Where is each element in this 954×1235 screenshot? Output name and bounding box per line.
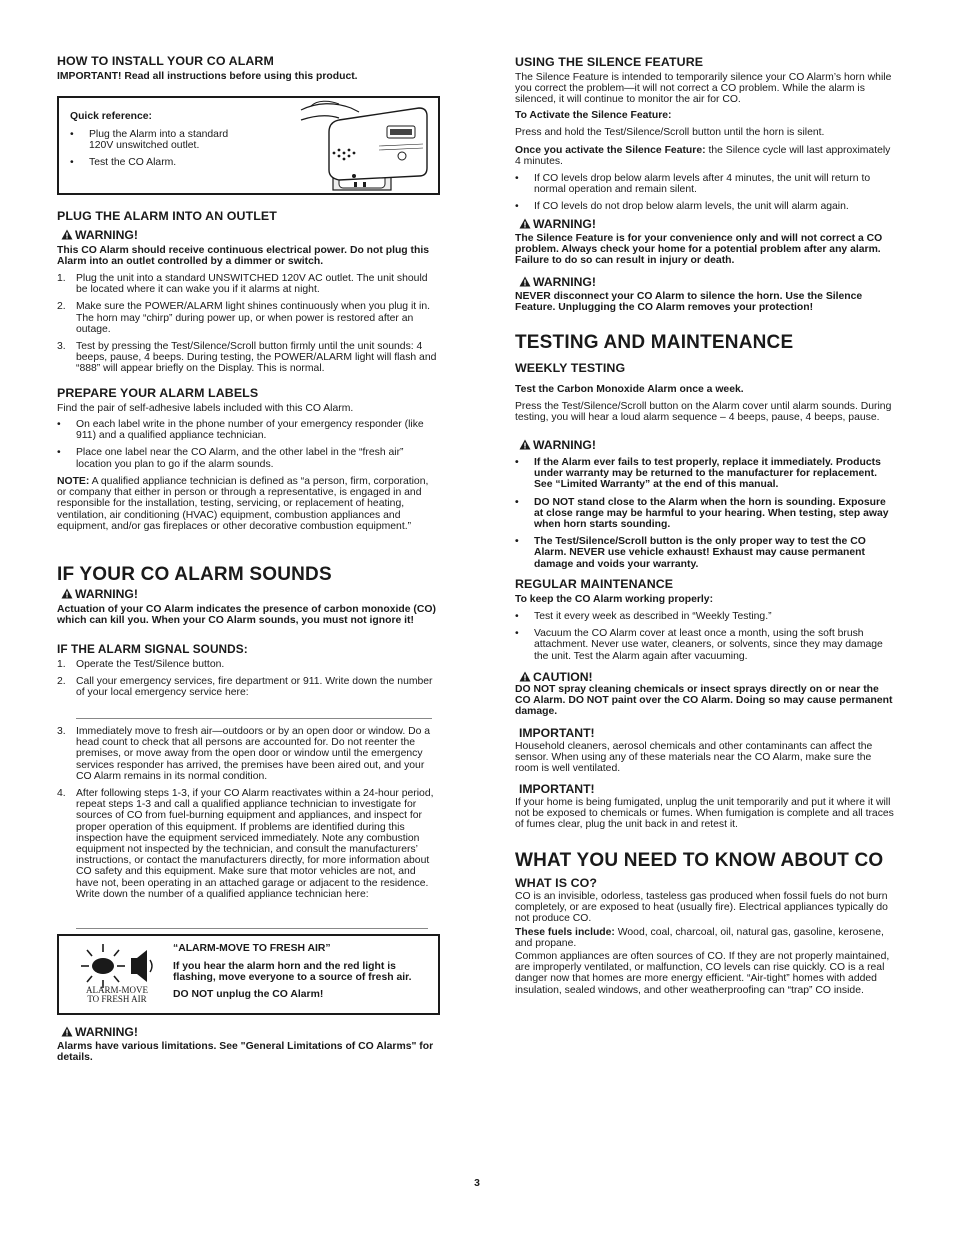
- regular-heading: REGULAR MAINTENANCE: [515, 577, 674, 591]
- page-number: 3: [474, 1178, 480, 1189]
- what-is-co-text: CO is an invisible, odorless, tasteless gas produced when fossil fuels do not burn completely, or are exposed to heat (usually fire). Electrical appliances typically do not produce CO.: [515, 891, 888, 925]
- caution-heading: CAUTION!: [515, 670, 895, 684]
- weekly-text: Press the Test/Silence/Scroll button on the Alarm cover until alarm sounds. During testing, you will hear a loud alarm sequence – 4 beeps, pause, 4 beeps, pause.: [515, 401, 892, 424]
- silence-activate-text: Press and hold the Test/Silence/Scroll button until the horn is silent.: [515, 127, 825, 138]
- list-item: 1. Plug the unit into a standard UNSWITCHED 120V AC outlet. The unit should be located where it can wake you if it alarms at night.: [57, 273, 428, 296]
- fresh-air-icon-caption: ALARM-MOVE TO FRESH AIR: [86, 985, 148, 1004]
- list-item: 1. Operate the Test/Silence button.: [57, 659, 225, 670]
- silence-activate-label: To Activate the Silence Feature:: [515, 110, 672, 121]
- list-item: • Test the CO Alarm.: [70, 157, 177, 169]
- silence-warning2-heading: WARNING!: [515, 275, 895, 289]
- signal-steps-b: [57, 726, 439, 900]
- what-is-co-heading: WHAT IS CO?: [515, 876, 598, 890]
- list-item: 3. Immediately move to fresh air—outdoors or by an open door or window. Do a head count to check that all persons are accounted for. Do not reenter the premises, or move away from the open door or window until the emergency services responder has arrived, the premises have been aired out, and your CO Alarm remains in its normal condition.: [57, 726, 431, 782]
- important1-text: Household cleaners, aerosol chemicals and other contaminants can affect the sensor. When using any of these materials near the CO Alarm, make sure the room is well ventilated.: [515, 741, 873, 775]
- alarm-in-outlet-illustration: [299, 98, 437, 195]
- technician-number-line[interactable]: [76, 928, 428, 929]
- fresh-air-title: “ALARM-MOVE TO FRESH AIR”: [173, 943, 331, 954]
- list-item: • On each label write in the phone number of your emergency responder (like 911) and a qualified appliance technician.: [57, 419, 424, 442]
- list-item: • The Test/Silence/Scroll button is the only proper way to test the CO Alarm. NEVER use vehicle exhaust! Exhaust may cause permanent damage and voids your warranty.: [515, 536, 866, 570]
- co-heading: WHAT YOU NEED TO KNOW ABOUT CO: [515, 850, 884, 871]
- important1-heading: IMPORTANT!: [519, 726, 595, 740]
- plug-warning-text: This CO Alarm should receive continuous electrical power. Do not plug this Alarm into an outlet controlled by a dimmer or switch.: [57, 245, 430, 268]
- list-item: 2. Make sure the POWER/ALARM light shines continuously when you plug it in. The horn may “chirp” during power up, or when power is restored after an outage.: [57, 301, 431, 335]
- warning-icon: [61, 229, 73, 240]
- silence-once: Once you activate the Silence Feature: the Silence cycle will last approximately 4 minutes.: [515, 145, 891, 168]
- caution-icon: [519, 671, 531, 682]
- fuels-text: These fuels include: Wood, coal, charcoal, oil, natural gas, gasoline, kerosene, and propane.: [515, 927, 884, 950]
- silence-warning2-text: NEVER disconnect your CO Alarm to silence the horn. Use the Silence Feature. Unplugging the CO Alarm removes your protection!: [515, 291, 863, 314]
- warning-icon: [519, 276, 531, 287]
- important2-text: If your home is being fumigated, unplug the unit temporarily and put it where it will not be exposed to chemicals or fumes. When fumigation is complete and all traces of fumes clear, plug the unit back in and retest it.: [515, 797, 894, 831]
- silence-list: [515, 173, 895, 213]
- plug-steps: [57, 273, 439, 375]
- testing-warning-list: [515, 457, 895, 570]
- sounds-warning-text: Actuation of your CO Alarm indicates the presence of carbon monoxide (CO) which can kill you. When your CO Alarm sounds, you must not ignore it!: [57, 604, 436, 627]
- labels-heading: PREPARE YOUR ALARM LABELS: [57, 386, 259, 400]
- warning-icon: [519, 218, 531, 229]
- common-appliances-text: Common appliances are often sources of CO. If they are not properly maintained, are improperly ventilated, or malfunction, CO levels can rise quickly. CO is a real danger now that homes are more energy efficient. “Air-tight” homes with added insulation, sealed windows, and other weatherproofing can “trap” CO inside.: [515, 951, 890, 996]
- weekly-bold: Test the Carbon Monoxide Alarm once a week.: [515, 384, 744, 395]
- install-important: IMPORTANT! Read all instructions before using this product.: [57, 71, 358, 82]
- list-item: 2. Call your emergency services, fire department or 911. Write down the number of your local emergency service here:: [57, 676, 433, 699]
- signal-heading: IF THE ALARM SIGNAL SOUNDS:: [57, 642, 248, 656]
- alarm-horn-icon: [79, 942, 157, 990]
- silence-heading: USING THE SILENCE FEATURE: [515, 55, 704, 69]
- sounds-heading: IF YOUR CO ALARM SOUNDS: [57, 564, 332, 585]
- warning-icon: [61, 1026, 73, 1037]
- install-heading: HOW TO INSTALL YOUR CO ALARM: [57, 54, 274, 68]
- list-item: • If the Alarm ever fails to test properly, replace it immediately. Products under warranty may be returned to the manufacturer for replacement. See “Limited Warranty” at the end of this manual.: [515, 457, 881, 491]
- fresh-air-box: [57, 934, 440, 1015]
- warning-icon: [61, 588, 73, 599]
- signal-steps-a: [57, 659, 439, 699]
- labels-list: [57, 419, 439, 470]
- warning-icon: [519, 439, 531, 450]
- silence-intro: The Silence Feature is intended to temporarily silence your CO Alarm’s horn while you correct the problem—it will not correct a CO problem. While the alarm is silenced, it will continue to monitor the air for CO.: [515, 72, 892, 106]
- list-item: • Plug the Alarm into a standard 120V unswitched outlet.: [70, 129, 229, 152]
- list-item: • Vacuum the CO Alarm cover at least once a month, using the soft brush attachment. Never use water, cleaners, or solvents, since they may damage the unit. Test the Alarm again after vacuuming.: [515, 628, 883, 662]
- caution-text: DO NOT spray cleaning chemicals or insect sprays directly on or near the CO Alarm. DO NOT paint over the CO Alarm. Doing so may cause permanent damage.: [515, 684, 893, 718]
- silence-warning1-heading: WARNING!: [515, 217, 895, 231]
- fresh-air-note: DO NOT unplug the CO Alarm!: [173, 989, 324, 1000]
- regular-intro: To keep the CO Alarm working properly:: [515, 594, 714, 605]
- list-item: • Place one label near the CO Alarm, and the other label in the “fresh air” location you plan to go if the alarm sounds.: [57, 447, 404, 470]
- list-item: • If CO levels do not drop below alarm levels, the unit will alarm again.: [515, 201, 849, 213]
- list-item: 4. After following steps 1-3, if your CO Alarm reactivates within a 24-hour period, repeat steps 1-3 and call a qualified appliance technician to investigate for sources of CO from fuel-burning equipment and appliances, and inspect for proper operation of this equipment. If problems are identified during this inspection have the equipment serviced immediately. Note any combustion equipment not inspected by the technician, and consult the manufacturers’ instructions, or contact the manufacturers directly, for more information about CO safety and this equipment. Make sure that motor vehicles are not, and have not, been operating in an attached garage or adjacent to the residence. Write down the number of a qualified appliance technician here:: [57, 788, 434, 900]
- silence-warning1-text: The Silence Feature is for your convenience only and will not correct a CO problem. Always check your home for a potential problem after any alarm. Failure to do so can result in injury or death.: [515, 233, 883, 267]
- sounds-warning-heading: WARNING!: [57, 587, 439, 601]
- list-item: 3. Test by pressing the Test/Silence/Scroll button firmly until the unit sounds: 4 beeps, pause, 4 beeps. During testing, the POWER/ALARM light will flash and “888” will appear briefly on the Display. This is normal.: [57, 341, 437, 375]
- regular-list: [515, 611, 895, 662]
- quick-reference-list: [70, 129, 250, 169]
- limits-warning-heading: WARNING!: [57, 1025, 439, 1039]
- limits-text: Alarms have various limitations. See "General Limitations of CO Alarms" for details.: [57, 1041, 434, 1064]
- plug-warning-heading: WARNING!: [57, 228, 439, 242]
- testing-warning-heading: WARNING!: [515, 438, 895, 452]
- emergency-number-line[interactable]: [76, 718, 432, 719]
- testing-heading: TESTING AND MAINTENANCE: [515, 332, 794, 353]
- list-item: • Test it every week as described in “Weekly Testing.”: [515, 611, 772, 622]
- fresh-air-text: If you hear the alarm horn and the red light is flashing, move everyone to a source of fresh air.: [173, 961, 412, 984]
- list-item: • DO NOT stand close to the Alarm when the horn is sounding. Exposure at close range may be harmful to your hearing. When testing, step away when horn starts sounding.: [515, 496, 889, 531]
- important2-heading: IMPORTANT!: [519, 782, 595, 796]
- labels-intro: Find the pair of self-adhesive labels included with this CO Alarm.: [57, 403, 354, 414]
- plug-heading: PLUG THE ALARM INTO AN OUTLET: [57, 209, 277, 223]
- labels-note: NOTE: A qualified appliance technician is defined as “a person, firm, corporation, or company that either in person or through a representative, is engaged in and responsible for the installation, testing, servicing, or replacement of heating, ventilation, air conditioning (HVAC) equipment, combustion appliances and equipment, and/or gas fireplaces or other decorative combustion equipment.”: [57, 476, 429, 532]
- weekly-heading: WEEKLY TESTING: [515, 361, 626, 375]
- list-item: • If CO levels drop below alarm levels after 4 minutes, the unit will return to normal operation and remain silent.: [515, 173, 871, 196]
- quick-reference-title: Quick reference:: [70, 111, 153, 122]
- quick-reference-box: [57, 96, 440, 195]
